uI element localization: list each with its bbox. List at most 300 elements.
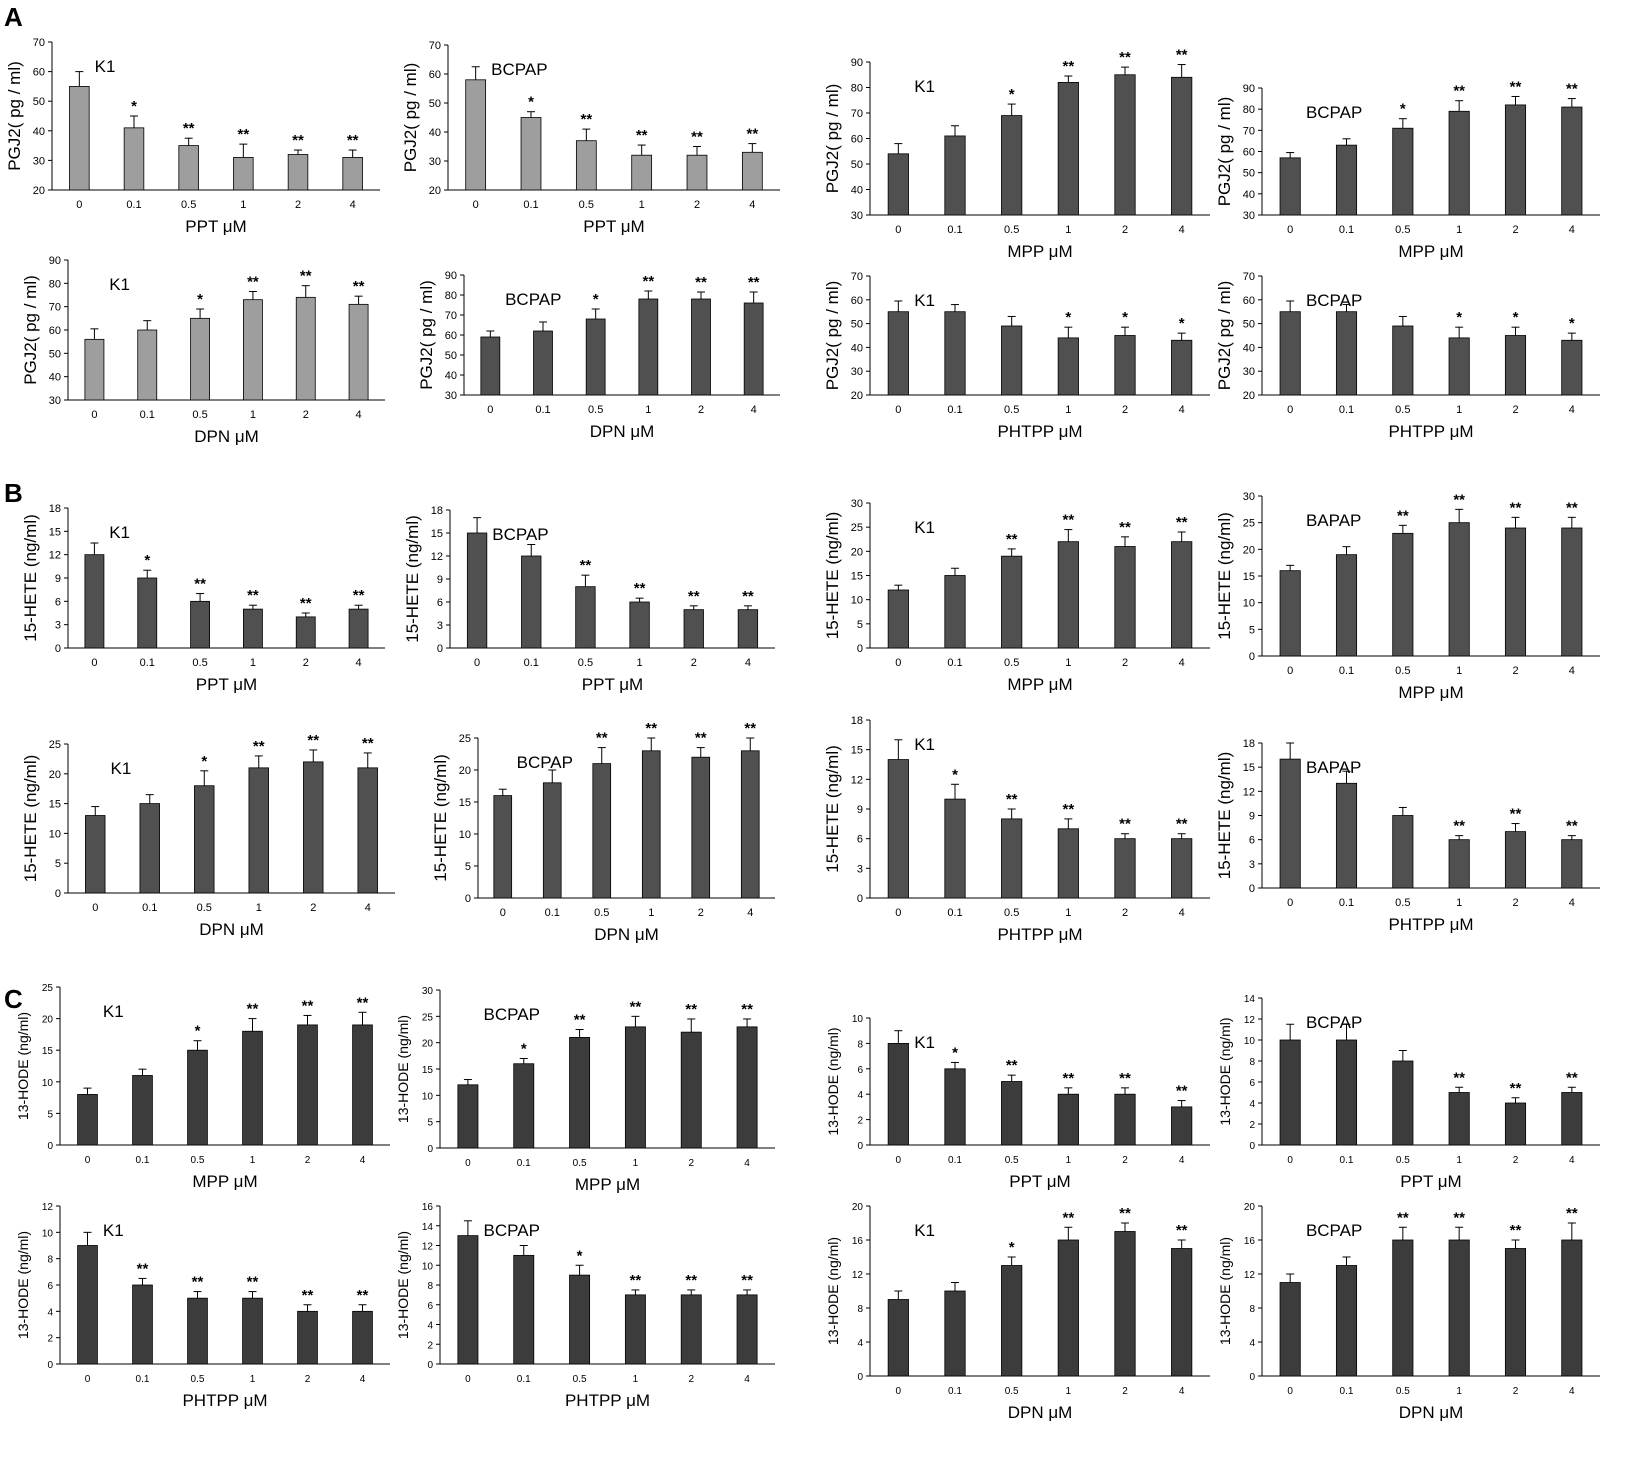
y-tick-label: 80 xyxy=(444,290,457,302)
bar xyxy=(349,609,368,648)
y-tick-label: 5 xyxy=(856,618,863,631)
x-tick-label: 0.1 xyxy=(947,907,963,919)
y-tick-label: 20 xyxy=(850,390,863,402)
y-tick-label: 3 xyxy=(856,863,863,876)
y-tick-label: 10 xyxy=(48,828,61,841)
significance-label: ** xyxy=(580,111,593,129)
x-tick-label: 2 xyxy=(1512,1386,1519,1397)
y-tick-label: 50 xyxy=(850,318,863,331)
significance-label: ** xyxy=(633,580,646,598)
y-axis-label: PGJ2( pg / ml) xyxy=(5,61,24,171)
x-tick-label: 4 xyxy=(359,1155,366,1166)
significance-label: ** xyxy=(301,1286,314,1304)
x-tick-label: 4 xyxy=(1569,1386,1575,1397)
x-axis-label: PPT μM xyxy=(583,217,645,236)
bar xyxy=(1280,312,1300,395)
bar xyxy=(1393,816,1413,889)
y-axis-label: 13-HODE (ng/ml) xyxy=(1217,1236,1233,1346)
bar xyxy=(514,1255,534,1364)
significance-label: ** xyxy=(1565,817,1578,835)
chart-16 xyxy=(1215,738,1600,934)
x-tick-label: 0.5 xyxy=(1004,907,1020,919)
significance-label: * xyxy=(1456,309,1463,327)
bar xyxy=(1505,1103,1525,1145)
y-tick-label: 20 xyxy=(48,768,61,781)
y-tick-label: 0 xyxy=(857,1141,863,1152)
bar xyxy=(521,118,541,191)
significance-label: ** xyxy=(136,1260,149,1278)
x-tick-label: 0.1 xyxy=(948,1386,962,1397)
chart-3 xyxy=(823,47,1210,261)
bar xyxy=(570,1275,590,1364)
chart-title: K1 xyxy=(94,57,116,76)
bar xyxy=(296,297,315,400)
x-tick-label: 1 xyxy=(1456,404,1463,416)
bar xyxy=(343,157,363,190)
x-tick-label: 0.5 xyxy=(1395,897,1411,909)
y-tick-label: 12 xyxy=(41,1202,53,1213)
bar xyxy=(1336,1266,1356,1377)
significance-label: ** xyxy=(635,127,648,145)
chart-title: BCPAP xyxy=(483,1221,540,1240)
x-tick-label: 0.5 xyxy=(1395,1155,1410,1166)
y-tick-label: 15 xyxy=(421,1065,433,1076)
y-axis-label: 13-HODE (ng/ml) xyxy=(395,1014,411,1124)
x-tick-label: 0.5 xyxy=(190,1374,205,1385)
bar xyxy=(1505,1249,1525,1377)
x-tick-label: 1 xyxy=(1065,657,1072,669)
y-tick-label: 20 xyxy=(428,185,441,197)
significance-label: ** xyxy=(1565,1069,1578,1087)
y-tick-label: 2 xyxy=(1249,1120,1255,1131)
significance-label: * xyxy=(1512,309,1519,327)
chart-8 xyxy=(1215,271,1600,441)
chart-20 xyxy=(1217,994,1600,1191)
chart-12 xyxy=(1215,491,1600,702)
bar xyxy=(681,1295,701,1364)
x-tick-label: 0 xyxy=(84,1155,91,1166)
significance-label: ** xyxy=(1509,1222,1522,1239)
significance-label: ** xyxy=(573,1011,586,1029)
y-tick-label: 4 xyxy=(857,1090,863,1102)
x-tick-label: 0.1 xyxy=(535,404,551,416)
bar xyxy=(1280,1283,1300,1377)
x-tick-label: 4 xyxy=(1569,1155,1575,1166)
y-tick-label: 80 xyxy=(1242,104,1255,117)
significance-label: ** xyxy=(1119,49,1131,67)
significance-label: ** xyxy=(1175,1222,1188,1239)
x-tick-label: 0.1 xyxy=(516,1158,531,1169)
x-axis-label: DPN μM xyxy=(1007,1403,1073,1422)
x-tick-label: 0 xyxy=(91,657,98,669)
significance-label: ** xyxy=(299,595,312,612)
y-tick-label: 50 xyxy=(32,96,45,109)
bar xyxy=(945,136,965,215)
bar xyxy=(194,786,214,893)
x-tick-label: 0.5 xyxy=(1395,665,1411,677)
chart-title: K1 xyxy=(914,735,935,754)
significance-label: ** xyxy=(629,998,642,1016)
chart-title: K1 xyxy=(109,523,131,542)
significance-label: ** xyxy=(1565,499,1578,517)
bar xyxy=(243,1298,263,1364)
y-tick-label: 0 xyxy=(464,893,471,905)
x-tick-label: 0 xyxy=(465,1374,471,1385)
x-axis-label: PPT μM xyxy=(185,217,247,236)
x-axis-label: DPN μM xyxy=(199,920,264,939)
chart-6 xyxy=(417,270,780,441)
bar xyxy=(738,610,758,648)
y-tick-label: 16 xyxy=(851,1236,863,1247)
x-tick-label: 4 xyxy=(364,902,371,914)
x-tick-label: 1 xyxy=(1456,897,1463,909)
bar xyxy=(945,312,965,395)
y-axis-label: 13-HODE (ng/ml) xyxy=(825,1236,841,1346)
chart-title: BCPAP xyxy=(505,290,562,309)
y-tick-label: 0 xyxy=(1249,1141,1255,1152)
x-tick-label: 2 xyxy=(1121,404,1129,416)
x-tick-label: 1 xyxy=(638,199,645,211)
bar xyxy=(481,337,500,395)
bar xyxy=(1001,1266,1021,1377)
x-tick-label: 4 xyxy=(1178,224,1185,236)
y-tick-label: 0 xyxy=(47,1141,53,1152)
y-tick-label: 25 xyxy=(850,522,863,535)
bar xyxy=(687,155,707,190)
significance-label: ** xyxy=(744,720,757,737)
bar xyxy=(191,601,210,648)
y-tick-label: 6 xyxy=(54,596,61,609)
y-tick-label: 0 xyxy=(436,643,443,655)
x-tick-label: 0 xyxy=(1287,1155,1293,1166)
y-tick-label: 60 xyxy=(48,325,61,337)
y-tick-label: 30 xyxy=(850,498,863,510)
bar xyxy=(1336,1040,1356,1145)
x-tick-label: 1 xyxy=(255,902,262,914)
x-tick-label: 4 xyxy=(1568,665,1575,677)
y-tick-label: 40 xyxy=(850,184,863,197)
bar xyxy=(1393,533,1413,656)
x-tick-label: 2 xyxy=(304,1155,311,1166)
bar xyxy=(1505,832,1525,888)
x-tick-label: 1 xyxy=(648,907,655,919)
bar xyxy=(467,533,487,648)
y-tick-label: 70 xyxy=(444,310,457,322)
bar xyxy=(298,1311,318,1364)
y-tick-label: 90 xyxy=(850,57,863,69)
bar xyxy=(133,1075,153,1145)
significance-label: * xyxy=(1568,315,1575,333)
significance-label: ** xyxy=(237,126,250,144)
x-tick-label: 2 xyxy=(1512,1155,1519,1166)
bar xyxy=(288,154,308,190)
y-tick-label: 25 xyxy=(48,739,61,751)
bar xyxy=(1115,1094,1135,1145)
y-axis-label: 13-HODE (ng/ml) xyxy=(15,1230,31,1340)
y-tick-label: 15 xyxy=(430,528,443,540)
bar xyxy=(140,804,160,893)
x-axis-label: PHTPP μM xyxy=(997,422,1083,441)
significance-label: * xyxy=(1178,315,1185,333)
chart-title: K1 xyxy=(102,1002,124,1021)
bar xyxy=(133,1285,153,1364)
y-tick-label: 30 xyxy=(421,986,433,997)
bar xyxy=(138,330,157,400)
significance-label: ** xyxy=(1005,1057,1018,1075)
significance-label: ** xyxy=(1005,791,1018,808)
significance-label: ** xyxy=(742,587,754,605)
x-tick-label: 0.5 xyxy=(196,902,212,914)
bar xyxy=(78,1094,98,1145)
significance-label: * xyxy=(1008,1239,1015,1256)
y-tick-label: 30 xyxy=(1242,366,1255,379)
significance-label: ** xyxy=(356,994,369,1012)
bar xyxy=(692,757,710,898)
x-tick-label: 4 xyxy=(1178,1155,1185,1166)
bar xyxy=(586,319,605,395)
bar xyxy=(632,155,652,190)
bar xyxy=(179,146,199,190)
bar xyxy=(494,796,512,898)
x-tick-label: 0.5 xyxy=(1004,1386,1019,1397)
bar xyxy=(1001,1082,1021,1146)
x-tick-label: 4 xyxy=(744,1374,750,1385)
y-tick-label: 14 xyxy=(1243,994,1255,1005)
bar xyxy=(1562,107,1582,215)
y-axis-label: 13-HODE (ng/ml) xyxy=(1217,1017,1233,1126)
x-tick-label: 0.1 xyxy=(947,224,963,236)
chart-title: K1 xyxy=(914,1221,935,1240)
y-tick-label: 70 xyxy=(850,108,863,120)
bar xyxy=(742,152,762,190)
bar xyxy=(1001,556,1021,648)
x-tick-label: 0.5 xyxy=(1004,404,1020,416)
x-tick-label: 0 xyxy=(499,907,506,919)
bar xyxy=(1001,819,1021,898)
y-tick-label: 30 xyxy=(444,390,457,402)
y-axis-label: 15-HETE (ng/ml) xyxy=(823,745,842,873)
y-axis-label: PGJ2( pg / ml) xyxy=(21,275,40,385)
y-tick-label: 18 xyxy=(48,503,61,515)
bar xyxy=(1393,1061,1413,1145)
bar xyxy=(1115,547,1135,649)
bar xyxy=(1171,1249,1191,1377)
significance-label: ** xyxy=(307,731,320,749)
bar xyxy=(1336,783,1356,888)
panel-label-b: B xyxy=(4,478,23,508)
x-tick-label: 2 xyxy=(1121,224,1129,236)
significance-label: ** xyxy=(741,1271,753,1289)
y-tick-label: 6 xyxy=(427,1300,433,1312)
significance-label: ** xyxy=(645,720,658,737)
y-tick-label: 18 xyxy=(1242,738,1255,750)
y-tick-label: 15 xyxy=(1242,762,1255,775)
significance-label: ** xyxy=(1396,507,1409,525)
x-axis-label: PHTPP μM xyxy=(182,1391,268,1410)
x-tick-label: 2 xyxy=(302,657,309,669)
y-tick-label: 10 xyxy=(421,1091,433,1103)
significance-label: ** xyxy=(595,729,608,747)
y-tick-label: 5 xyxy=(1248,624,1255,637)
chart-title: BCPAP xyxy=(1305,103,1363,122)
bar xyxy=(188,1050,208,1145)
x-axis-label: PPT μM xyxy=(195,675,258,694)
chart-title: BAPAP xyxy=(1305,758,1362,777)
bar xyxy=(514,1064,534,1148)
bar xyxy=(243,300,262,400)
significance-label: ** xyxy=(1453,82,1466,100)
bar xyxy=(1562,528,1582,656)
y-tick-label: 20 xyxy=(1242,390,1255,402)
y-tick-label: 50 xyxy=(444,350,457,362)
significance-label: ** xyxy=(685,1271,698,1289)
y-axis-label: 13-HODE (ng/ml) xyxy=(825,1027,841,1136)
chart-title: BCPAP xyxy=(1305,1221,1363,1240)
bar xyxy=(945,1069,965,1145)
x-tick-label: 0 xyxy=(895,1386,902,1397)
bar xyxy=(1280,158,1300,215)
y-axis-label: 15-HETE (ng/ml) xyxy=(823,511,842,640)
chart-10 xyxy=(403,505,775,694)
significance-label: * xyxy=(194,1022,201,1040)
y-axis-label: 15-HETE (ng/ml) xyxy=(21,754,40,883)
chart-4 xyxy=(1215,78,1600,261)
y-tick-label: 5 xyxy=(54,858,61,871)
x-tick-label: 0.1 xyxy=(1338,224,1355,236)
x-tick-label: 0.1 xyxy=(1339,1386,1354,1397)
bar xyxy=(1393,326,1413,395)
x-tick-label: 0.1 xyxy=(135,1155,150,1166)
y-tick-label: 16 xyxy=(421,1202,433,1213)
x-tick-label: 1 xyxy=(1456,1155,1462,1166)
bar xyxy=(737,1295,757,1364)
chart-19 xyxy=(825,1014,1210,1191)
significance-label: ** xyxy=(1509,499,1522,517)
x-tick-label: 2 xyxy=(1512,897,1519,909)
y-axis-label: PGJ2( pg / ml) xyxy=(417,280,436,390)
bar xyxy=(85,555,104,648)
bar xyxy=(1449,338,1469,395)
x-tick-label: 0.5 xyxy=(192,409,208,421)
y-tick-label: 30 xyxy=(428,156,441,168)
bar xyxy=(576,587,596,648)
chart-1 xyxy=(5,37,380,236)
bar xyxy=(188,1298,208,1364)
bar xyxy=(1449,111,1469,215)
y-tick-label: 15 xyxy=(850,570,863,583)
bar xyxy=(69,86,89,190)
x-tick-label: 2 xyxy=(1121,907,1129,919)
y-tick-label: 70 xyxy=(850,271,863,283)
y-axis-label: PGJ2( pg / ml) xyxy=(823,83,842,194)
y-tick-label: 20 xyxy=(851,1202,863,1213)
significance-label: ** xyxy=(182,120,195,138)
y-tick-label: 10 xyxy=(421,1261,433,1273)
bar xyxy=(1001,116,1021,215)
x-tick-label: 0.5 xyxy=(578,199,594,211)
bar xyxy=(466,80,486,190)
significance-label: ** xyxy=(1509,1079,1522,1097)
x-axis-label: PHTPP μM xyxy=(564,1391,651,1410)
x-tick-label: 4 xyxy=(744,1158,750,1169)
x-tick-label: 1 xyxy=(632,1374,639,1385)
y-tick-label: 70 xyxy=(428,40,441,52)
significance-label: ** xyxy=(1062,1209,1075,1227)
bar xyxy=(296,617,315,648)
x-tick-label: 4 xyxy=(1178,657,1185,669)
bar xyxy=(1058,1240,1078,1376)
y-tick-label: 5 xyxy=(427,1117,433,1129)
bar xyxy=(1001,326,1021,395)
significance-label: ** xyxy=(629,1271,642,1289)
significance-label: ** xyxy=(352,587,365,605)
significance-label: * xyxy=(952,1044,958,1062)
y-axis-label: 15-HETE (ng/ml) xyxy=(21,514,40,642)
significance-label: * xyxy=(576,1247,583,1265)
x-tick-label: 1 xyxy=(249,1374,256,1385)
y-tick-label: 10 xyxy=(1243,1036,1255,1047)
y-tick-label: 20 xyxy=(1242,544,1255,557)
x-tick-label: 0 xyxy=(465,1158,471,1169)
y-tick-label: 6 xyxy=(1248,834,1255,847)
y-tick-label: 6 xyxy=(1249,1078,1255,1089)
chart-title: K1 xyxy=(110,759,132,778)
significance-label: ** xyxy=(1119,1205,1131,1222)
y-tick-label: 70 xyxy=(48,301,61,314)
x-tick-label: 4 xyxy=(749,199,756,211)
bar xyxy=(191,318,210,400)
y-axis-label: 15-HETE (ng/ml) xyxy=(431,754,450,882)
bar xyxy=(1505,528,1525,656)
bar xyxy=(543,783,561,898)
chart-title: K1 xyxy=(914,518,935,537)
y-tick-label: 5 xyxy=(464,861,471,873)
significance-label: ** xyxy=(361,734,374,752)
x-tick-label: 2 xyxy=(294,199,302,211)
y-tick-label: 50 xyxy=(428,98,441,110)
bar xyxy=(1449,1093,1469,1146)
bar xyxy=(353,1311,373,1364)
y-tick-label: 4 xyxy=(1249,1099,1255,1110)
x-tick-label: 0.5 xyxy=(1004,657,1020,669)
x-tick-label: 0 xyxy=(92,902,99,914)
x-tick-label: 4 xyxy=(1178,1386,1185,1397)
x-tick-label: 0.5 xyxy=(572,1374,587,1385)
bar xyxy=(534,331,553,395)
x-axis-label: PHTPP μM xyxy=(1388,915,1474,934)
x-tick-label: 0 xyxy=(487,404,494,416)
y-tick-label: 0 xyxy=(427,1144,433,1155)
y-tick-label: 40 xyxy=(1242,342,1255,355)
bar xyxy=(1171,340,1191,395)
significance-label: ** xyxy=(1062,800,1075,818)
x-tick-label: 2 xyxy=(688,1374,695,1385)
x-tick-label: 1 xyxy=(636,657,643,669)
x-tick-label: 1 xyxy=(1065,1155,1072,1166)
bar xyxy=(249,768,269,893)
x-tick-label: 2 xyxy=(690,657,697,669)
x-tick-label: 1 xyxy=(240,199,247,211)
chart-9 xyxy=(21,503,385,694)
significance-label: * xyxy=(952,766,958,784)
bar xyxy=(1115,336,1135,396)
significance-label: * xyxy=(1008,86,1015,104)
x-tick-label: 2 xyxy=(1122,1386,1128,1397)
x-tick-label: 0.1 xyxy=(947,404,963,416)
x-tick-label: 4 xyxy=(355,409,362,421)
significance-label: ** xyxy=(247,273,259,291)
chart-18 xyxy=(395,986,775,1194)
